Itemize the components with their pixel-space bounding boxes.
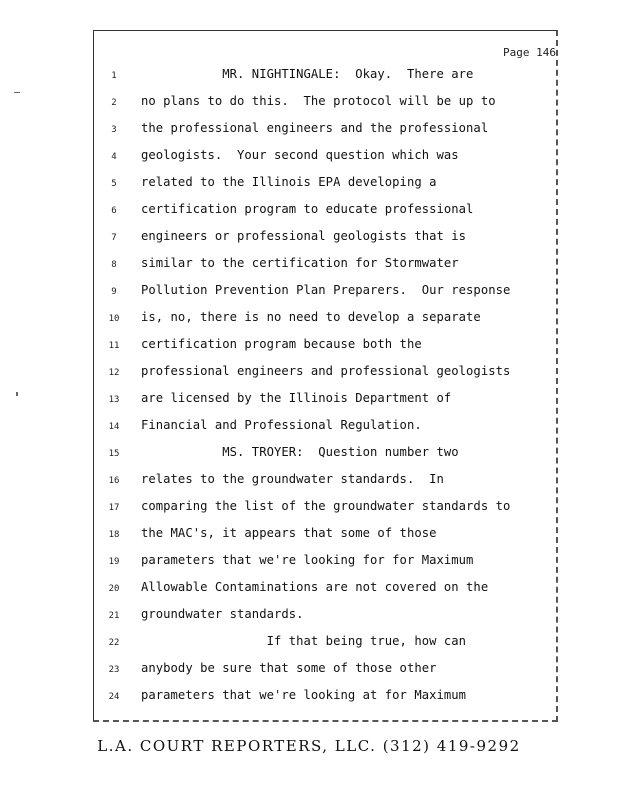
transcript-line xyxy=(0,553,618,580)
line-text: certification program because both the xyxy=(141,337,422,351)
line-number: 15 xyxy=(108,449,120,459)
transcript-line xyxy=(0,580,618,607)
line-number: 3 xyxy=(111,125,117,135)
line-text: Allowable Contaminations are not covered on the xyxy=(141,580,489,594)
line-text: Financial and Professional Regulation. xyxy=(141,418,422,432)
line-text: the MAC's, it appears that some of those xyxy=(141,526,437,540)
transcript-line xyxy=(0,526,618,553)
line-number: 12 xyxy=(108,368,120,378)
line-number: 6 xyxy=(111,206,117,216)
line-text: comparing the list of the groundwater standards to xyxy=(141,499,511,513)
line-text: related to the Illinois EPA developing a xyxy=(141,175,437,189)
line-number: 24 xyxy=(108,692,120,702)
line-number: 21 xyxy=(108,611,120,621)
line-text: MS. TROYER: Question number two xyxy=(141,445,459,459)
line-number: 4 xyxy=(111,152,117,162)
transcript-line xyxy=(0,607,618,634)
transcript-line xyxy=(0,283,618,310)
line-text: parameters that we're looking at for Maximum xyxy=(141,688,467,702)
transcript-line xyxy=(0,229,618,256)
line-number: 16 xyxy=(108,476,120,486)
line-text: no plans to do this. The protocol will be up to xyxy=(141,94,496,108)
transcript-line xyxy=(0,67,618,94)
line-number: 1 xyxy=(111,71,117,81)
page-number: Page 146 xyxy=(503,46,556,59)
transcript-line xyxy=(0,418,618,445)
line-text: is, no, there is no need to develop a separate xyxy=(141,310,481,324)
transcript-line xyxy=(0,472,618,499)
line-text: the professional engineers and the professional xyxy=(141,121,489,135)
line-text: similar to the certification for Stormwater xyxy=(141,256,459,270)
line-number: 18 xyxy=(108,530,120,540)
line-text: engineers or professional geologists that is xyxy=(141,229,467,243)
transcript-line xyxy=(0,310,618,337)
line-number: 17 xyxy=(108,503,120,513)
line-number: 20 xyxy=(108,584,120,594)
line-number: 7 xyxy=(111,233,117,243)
transcript-line xyxy=(0,688,618,715)
transcript-line xyxy=(0,391,618,418)
line-number: 5 xyxy=(111,179,117,189)
line-number: 11 xyxy=(108,341,120,351)
line-number: 8 xyxy=(111,260,117,270)
line-text: certification program to educate professional xyxy=(141,202,474,216)
line-number: 22 xyxy=(108,638,120,648)
transcript-line xyxy=(0,337,618,364)
line-number: 9 xyxy=(111,287,117,297)
line-number: 19 xyxy=(108,557,120,567)
line-text: professional engineers and professional geologists xyxy=(141,364,511,378)
transcript-line xyxy=(0,499,618,526)
line-number: 2 xyxy=(111,98,117,108)
line-number: 13 xyxy=(108,395,120,405)
line-text: MR. NIGHTINGALE: Okay. There are xyxy=(141,67,474,81)
line-text: If that being true, how can xyxy=(141,634,467,648)
line-text: anybody be sure that some of those other xyxy=(141,661,437,675)
transcript-line xyxy=(0,175,618,202)
transcript-line xyxy=(0,634,618,661)
line-text: geologists. Your second question which was xyxy=(141,148,459,162)
transcript-line xyxy=(0,148,618,175)
transcript-line xyxy=(0,364,618,391)
line-text: are licensed by the Illinois Department of xyxy=(141,391,452,405)
transcript-line xyxy=(0,202,618,229)
line-text: parameters that we're looking for for Maximum xyxy=(141,553,474,567)
transcript-line xyxy=(0,121,618,148)
transcript-line xyxy=(0,256,618,283)
line-number: 14 xyxy=(108,422,120,432)
transcript-line xyxy=(0,661,618,688)
line-text: relates to the groundwater standards. In xyxy=(141,472,444,486)
line-number: 10 xyxy=(108,314,120,324)
transcript-line xyxy=(0,445,618,472)
line-text: groundwater standards. xyxy=(141,607,304,621)
transcript-line xyxy=(0,94,618,121)
footer-court-reporters: L.A. COURT REPORTERS, LLC. (312) 419-9292 xyxy=(97,737,521,755)
line-text: Pollution Prevention Plan Preparers. Our response xyxy=(141,283,511,297)
line-number: 23 xyxy=(108,665,120,675)
